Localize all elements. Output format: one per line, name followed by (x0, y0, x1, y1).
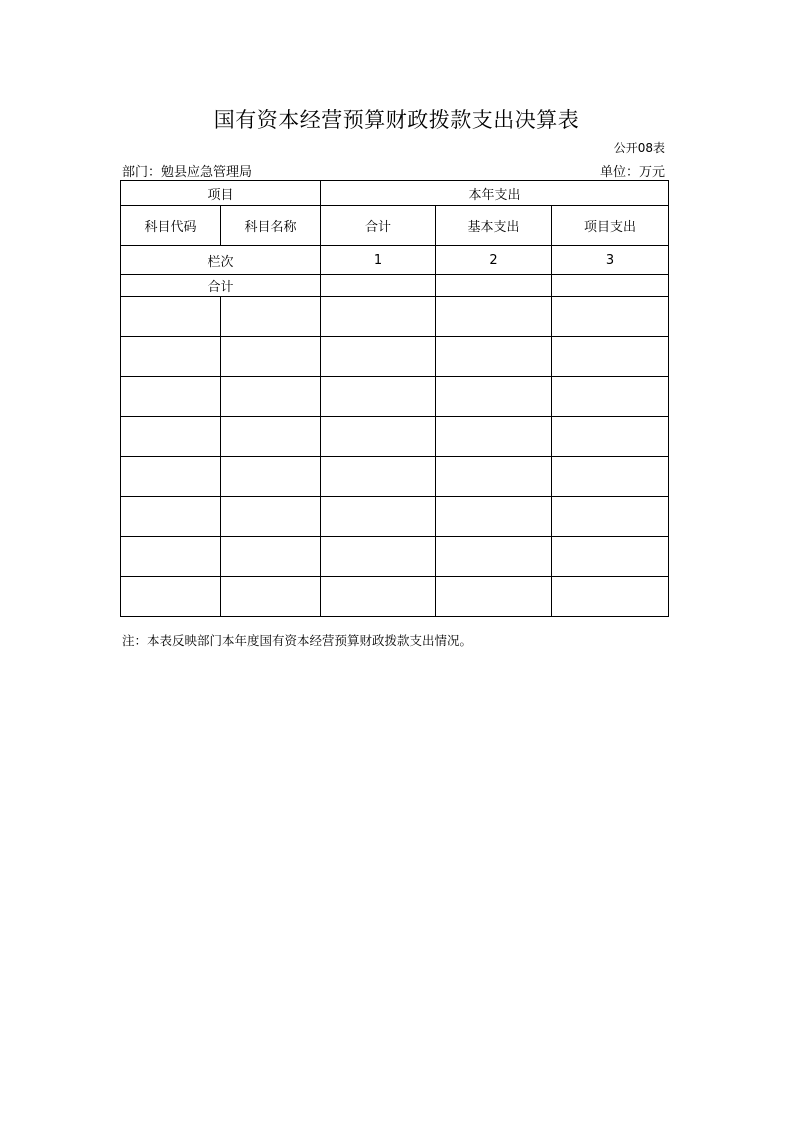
table-cell (436, 297, 552, 337)
table-cell (221, 337, 321, 377)
table-cell (121, 417, 221, 457)
table-cell (436, 577, 552, 617)
column-number: 2 (436, 246, 552, 275)
table-cell (221, 377, 321, 417)
table-cell (552, 417, 669, 457)
table-cell (121, 377, 221, 417)
table-cell (321, 577, 436, 617)
department-label: 部门：勉县应急管理局 (122, 165, 253, 180)
header-row-2 (121, 206, 669, 246)
table-cell (436, 457, 552, 497)
footnote: 注：本表反映部门本年度国有资本经营预算财政拨款支出情况。 (122, 633, 473, 648)
header-project-expense: 项目支出 (552, 206, 669, 246)
page-title: 国有资本经营预算财政拨款支出决算表 (213, 108, 580, 132)
table-cell (221, 297, 321, 337)
table-row (121, 337, 669, 377)
table-cell (321, 297, 436, 337)
total-row (121, 275, 669, 297)
table-cell (321, 457, 436, 497)
total-label: 合计 (121, 275, 321, 297)
column-number-label: 栏次 (121, 246, 321, 275)
table-cell (321, 377, 436, 417)
table-cell (221, 457, 321, 497)
table-cell (121, 457, 221, 497)
column-number-row (121, 246, 669, 275)
table-cell (221, 497, 321, 537)
table-cell (321, 497, 436, 537)
column-number: 1 (321, 246, 436, 275)
total-cell (321, 275, 436, 297)
unit-label: 单位：万元 (599, 165, 665, 180)
table-cell (436, 537, 552, 577)
total-cell (552, 275, 669, 297)
header-expense: 本年支出 (321, 181, 669, 206)
header-subject-name: 科目名称 (221, 206, 321, 246)
table-cell (552, 337, 669, 377)
table-cell (552, 497, 669, 537)
table-row (121, 577, 669, 617)
table-cell (221, 577, 321, 617)
table-row (121, 457, 669, 497)
column-number: 3 (552, 246, 669, 275)
table-row (121, 417, 669, 457)
table-row (121, 377, 669, 417)
total-cell (436, 275, 552, 297)
table-cell (552, 457, 669, 497)
table-cell (552, 537, 669, 577)
table-cell (552, 377, 669, 417)
header-basic-expense: 基本支出 (436, 206, 552, 246)
header-row-1 (121, 181, 669, 206)
table-row (121, 297, 669, 337)
table-cell (321, 337, 436, 377)
table-cell (321, 537, 436, 577)
table-cell (121, 497, 221, 537)
table-cell (121, 577, 221, 617)
table-cell (552, 577, 669, 617)
table-cell (436, 497, 552, 537)
table-row (121, 497, 669, 537)
table-cell (552, 297, 669, 337)
form-number: 公开08表 (613, 141, 665, 155)
header-subject-code: 科目代码 (121, 206, 221, 246)
header-total: 合计 (321, 206, 436, 246)
table-cell (436, 417, 552, 457)
table-row (121, 537, 669, 577)
table-cell (321, 417, 436, 457)
table-cell (221, 417, 321, 457)
table-cell (121, 337, 221, 377)
header-project: 项目 (121, 181, 321, 206)
table-cell (436, 337, 552, 377)
table-cell (436, 377, 552, 417)
expenditure-table (120, 180, 669, 617)
table-cell (221, 537, 321, 577)
table-cell (121, 297, 221, 337)
table-cell (121, 537, 221, 577)
